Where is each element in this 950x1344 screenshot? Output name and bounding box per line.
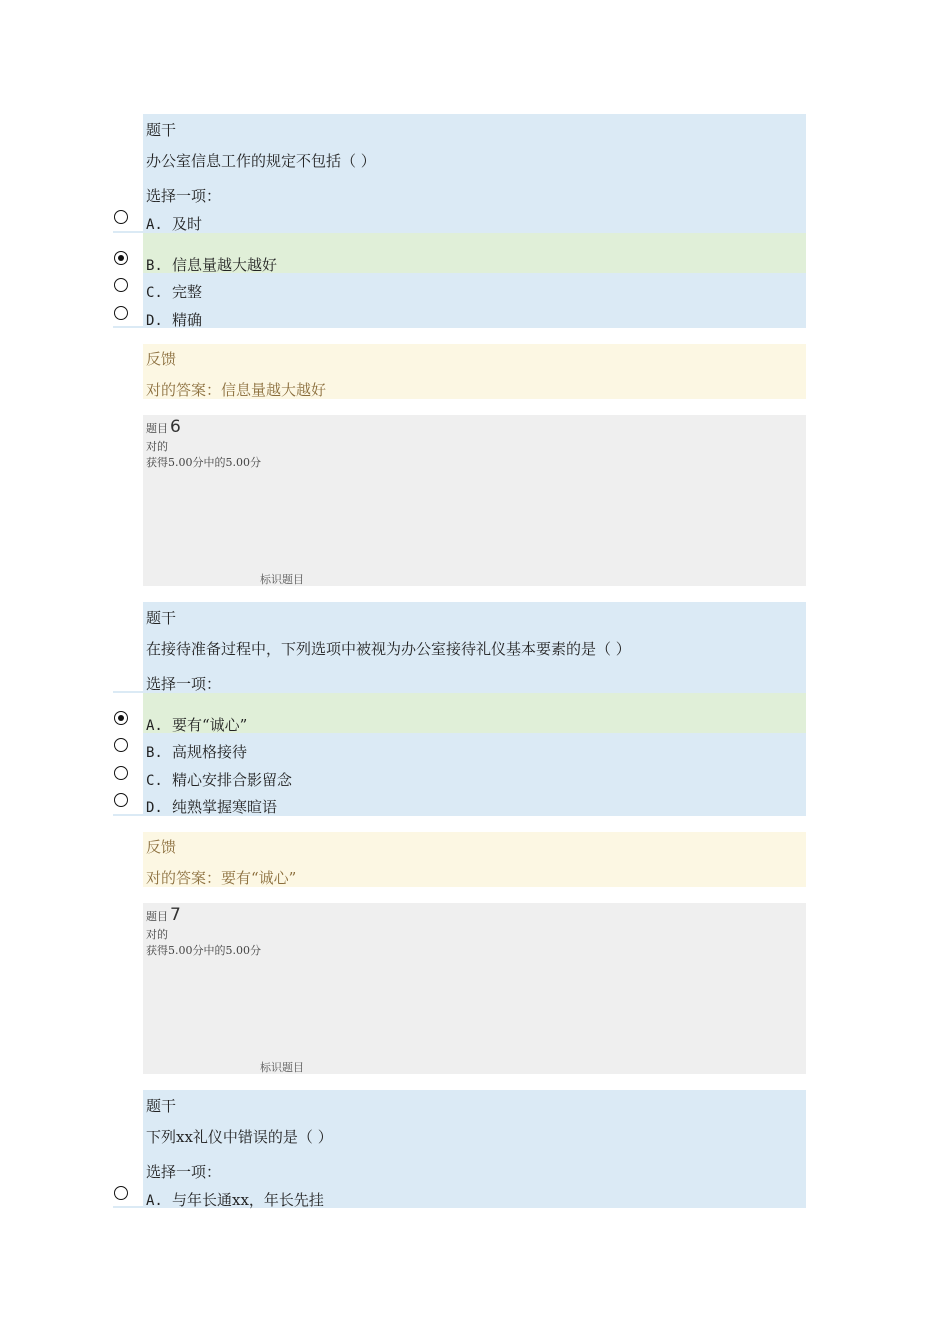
question-info-panel <box>143 903 806 1074</box>
flag-question-link[interactable]: 标识题目 <box>260 573 304 586</box>
question-text: 在接待准备过程中，下列选项中被视为办公室接待礼仪基本要素的是（ ） <box>146 640 631 658</box>
option-divider <box>113 231 146 233</box>
question-number: 题目 7 <box>146 905 181 925</box>
question-status: 对的 <box>146 928 168 941</box>
question-score: 获得5.00分中的5.00分 <box>146 456 261 469</box>
stem-label: 题干 <box>146 121 177 139</box>
question-stem-panel <box>143 114 806 233</box>
choose-one-prompt: 选择一项： <box>146 675 222 693</box>
option-c[interactable]: C. 精心安排合影留念 <box>146 771 293 789</box>
radio-option-c[interactable] <box>114 278 128 292</box>
option-a[interactable]: A. 要有“诚心” <box>146 716 248 734</box>
answer-options-panel <box>143 273 806 328</box>
feedback-label: 反馈 <box>146 838 177 856</box>
question-status: 对的 <box>146 440 168 453</box>
option-d[interactable]: D. 精确 <box>146 311 203 329</box>
feedback-label: 反馈 <box>146 350 177 368</box>
correct-answer-text: 对的答案：信息量越大越好 <box>146 381 327 399</box>
correct-answer-text: 对的答案：要有“诚心” <box>146 869 297 887</box>
radio-option-d[interactable] <box>114 793 128 807</box>
option-a[interactable]: A. 及时 <box>146 215 203 233</box>
option-divider <box>113 1206 146 1208</box>
option-divider <box>113 814 146 816</box>
radio-option-a[interactable] <box>114 210 128 224</box>
choose-one-prompt: 选择一项： <box>146 1163 222 1181</box>
choose-one-prompt: 选择一项： <box>146 187 222 205</box>
flag-question-link[interactable]: 标识题目 <box>260 1061 304 1074</box>
radio-option-a[interactable] <box>114 1186 128 1200</box>
radio-option-d[interactable] <box>114 306 128 320</box>
option-d[interactable]: D. 纯熟掌握寒暄语 <box>146 798 278 816</box>
option-divider <box>113 691 146 693</box>
question-number: 题目 6 <box>146 417 181 437</box>
question-text: 下列xx礼仪中错误的是（ ） <box>146 1128 333 1146</box>
radio-option-c[interactable] <box>114 766 128 780</box>
option-divider <box>113 326 146 328</box>
radio-option-b-selected[interactable] <box>114 251 128 265</box>
question-text: 办公室信息工作的规定不包括（ ） <box>146 152 376 170</box>
stem-label: 题干 <box>146 1097 177 1115</box>
question-info-panel <box>143 415 806 586</box>
option-b[interactable]: B. 信息量越大越好 <box>146 256 278 274</box>
radio-option-b[interactable] <box>114 738 128 752</box>
option-b[interactable]: B. 高规格接待 <box>146 743 248 761</box>
radio-option-a-selected[interactable] <box>114 711 128 725</box>
option-c[interactable]: C. 完整 <box>146 283 203 301</box>
stem-label: 题干 <box>146 609 177 627</box>
option-a[interactable]: A. 与年长通xx，年长先挂 <box>146 1191 324 1209</box>
question-score: 获得5.00分中的5.00分 <box>146 944 261 957</box>
